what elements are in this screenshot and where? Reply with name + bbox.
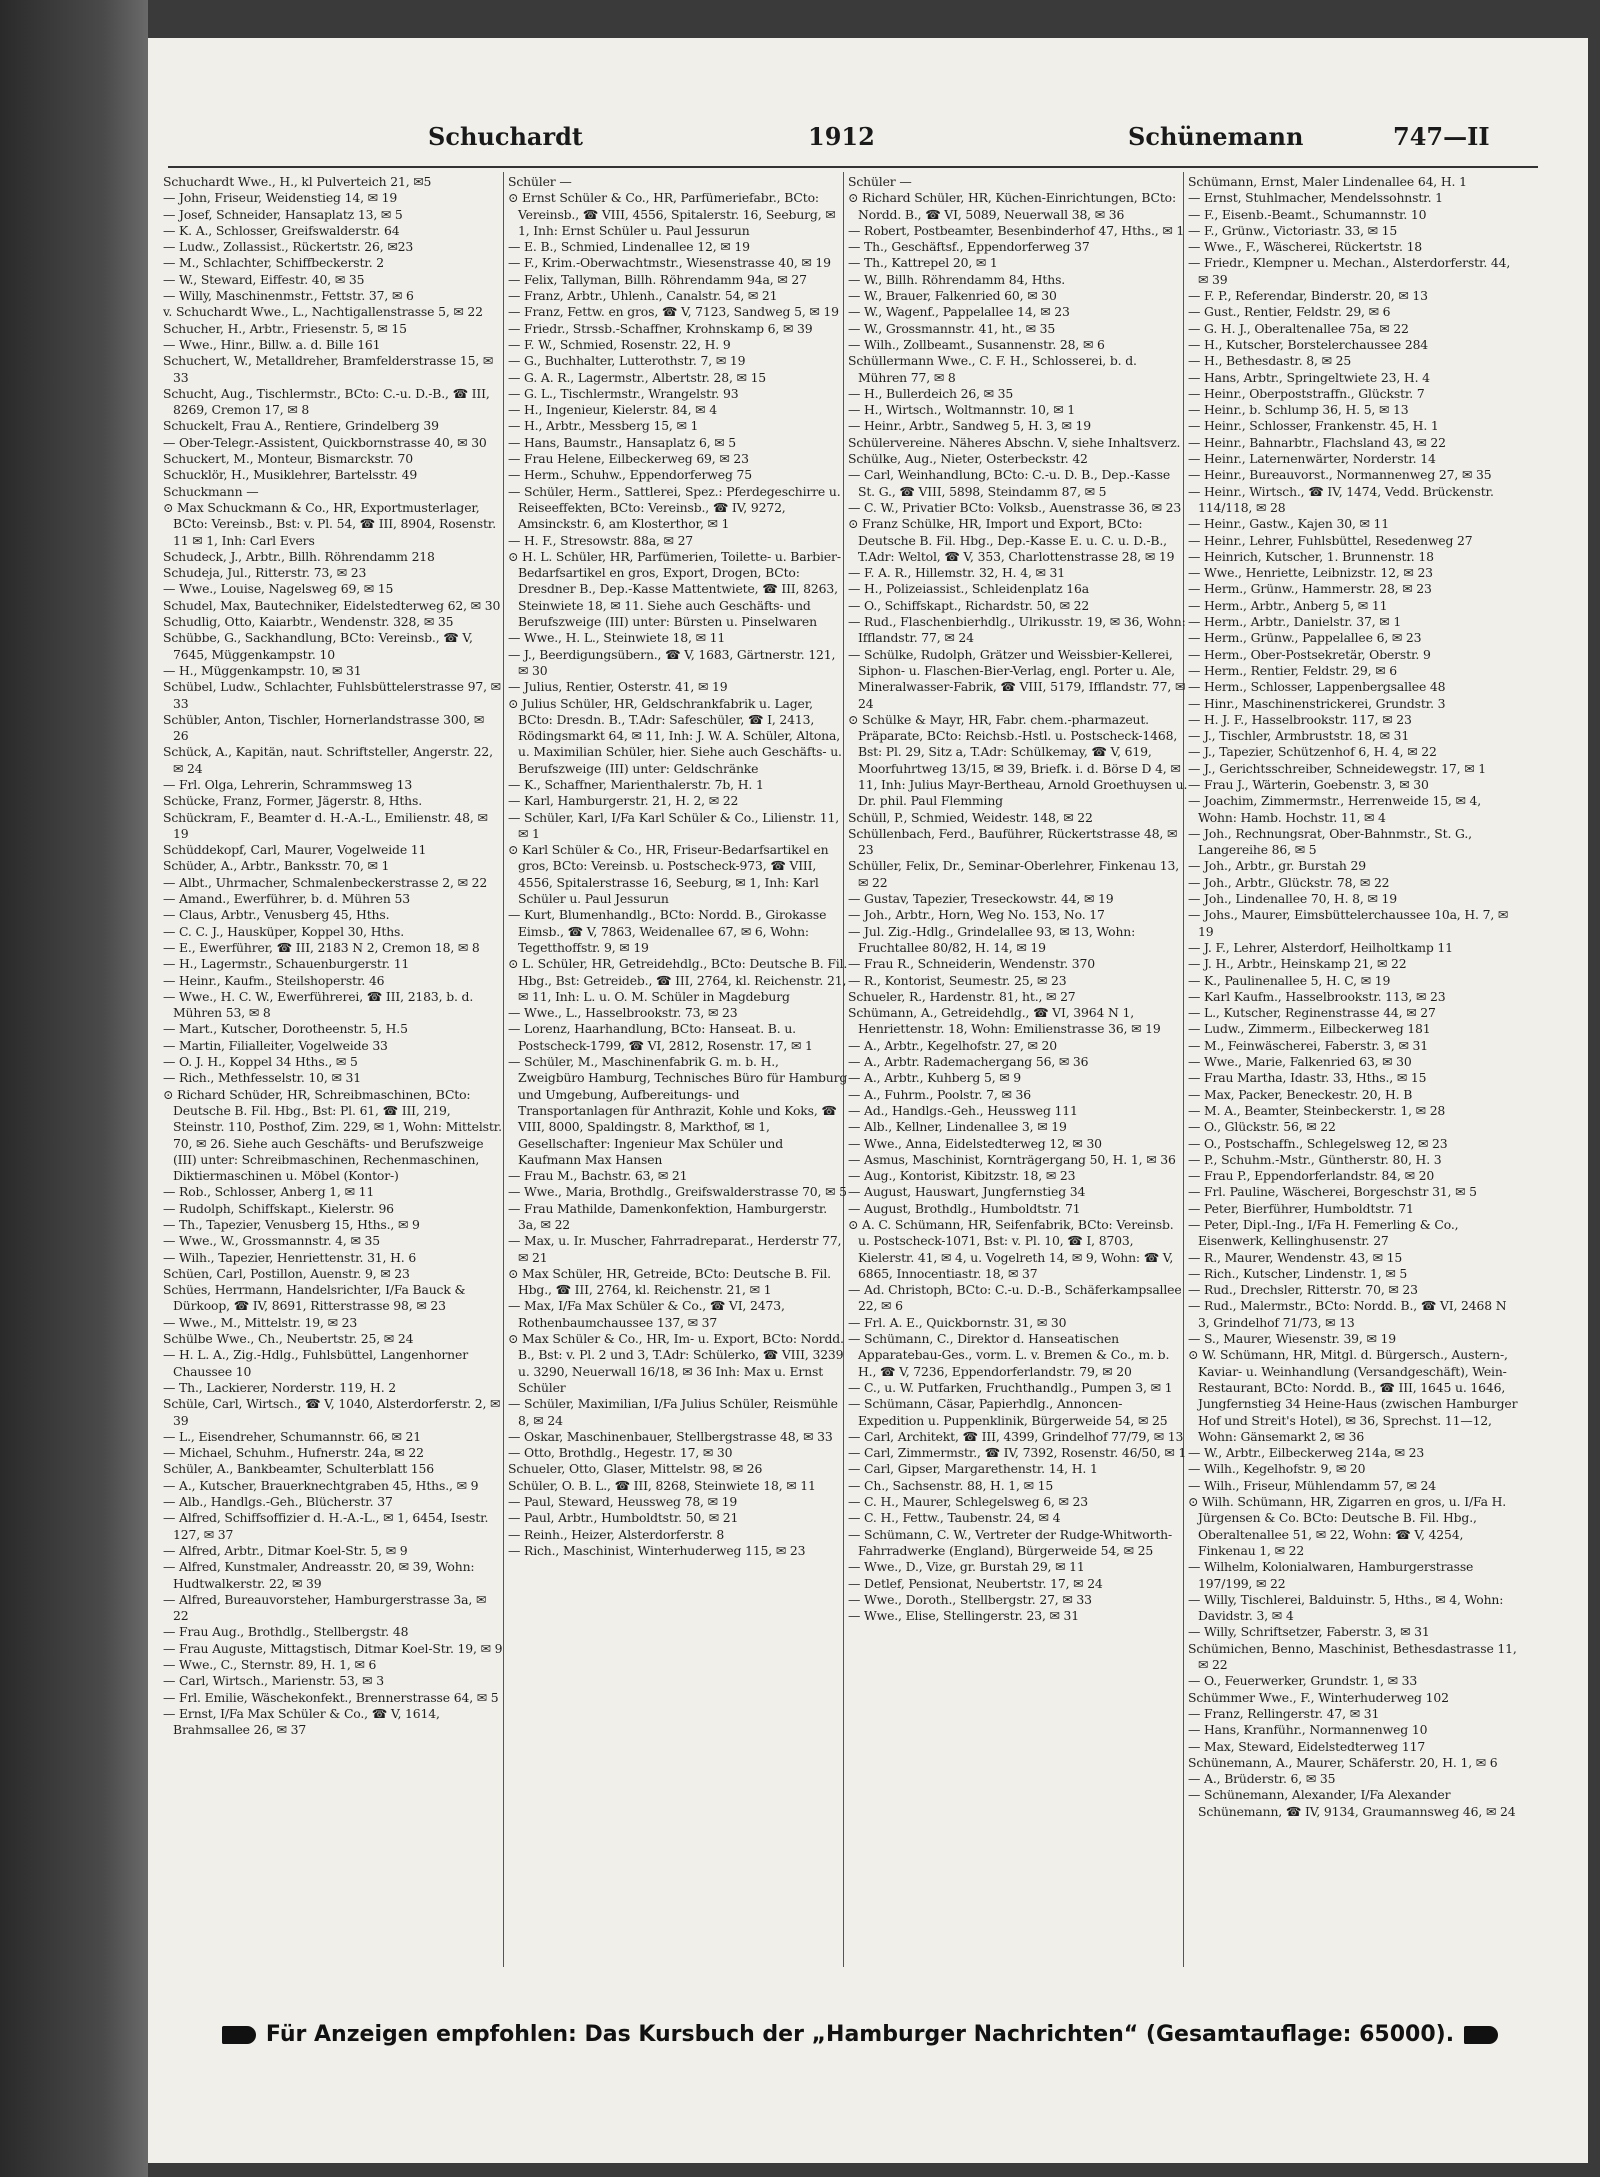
column-2 bbox=[508, 174, 848, 1974]
directory-entry: — A., Arbtr. Rademachergang 56, ✉ 36 bbox=[848, 1054, 1089, 1070]
directory-entry: — Schüler, M., Maschinenfabrik G. m. b. H., Zweigbüro Hamburg, Technisches Büro für Hamburg und Umgebung, Aufbereitungs- und Transportanlagen für Anthrazit, Kohle und Koks, ☎ VIII, 8000, Spaldingstr. 8, Markthof, ✉ 1, Gesellschafter: Ingenieur Max Schüler und Kaufmann Max Hansen bbox=[508, 1054, 848, 1167]
directory-entry: ⊙ H. L. Schüler, HR, Parfümerien, Toilette- u. Barbier-Bedarfsartikel en gros, Export, Drogen, BCto: Dresdner B., Dep.-Kasse Mattentwiete, ☎ III, 8263, Steinwiete 18, ✉ 11. Siehe auch Geschäfts- und Berufszweige (III) unter: Bürsten u. Pinselwaren bbox=[508, 548, 841, 630]
directory-entry: — Franz, Arbtr., Uhlenh., Canalstr. 54, ✉ 21 bbox=[508, 288, 778, 304]
directory-entry: — H., Kutscher, Borstelerchaussee 284 bbox=[1188, 336, 1429, 352]
directory-entry: — Frl. Olga, Lehrerin, Schrammsweg 13 bbox=[163, 776, 413, 792]
directory-entry: — Detlef, Pensionat, Neubertstr. 17, ✉ 24 bbox=[848, 1575, 1103, 1591]
directory-entry: — Kurt, Blumenhandlg., BCto: Nordd. B., Girokasse Eimsb., ☎ V, 7863, Weidenallee 67, ✉ 6, Wohn: Tegetthoffstr. 9, ✉ 19 bbox=[508, 907, 827, 955]
directory-entry: — Joh., Arbtr., Horn, Weg No. 153, No. 17 bbox=[848, 907, 1105, 923]
directory-entry: ⊙ Ernst Schüler & Co., HR, Parfümeriefabr., BCto: Vereinsb., ☎ VIII, 4556, Spitalerstr. 16, Seeburg, ✉ 1, Inh: Ernst Schüler u. Paul Jessurun bbox=[508, 190, 836, 238]
directory-entry: — Heinr., Wirtsch., ☎ IV, 1474, Vedd. Brückenstr. 114/118, ✉ 28 bbox=[1188, 483, 1494, 515]
directory-entry: Schülke, Aug., Nieter, Osterbeckstr. 42 bbox=[848, 451, 1088, 467]
directory-entry: — Wwe., Maria, Brothdlg., Greifswalderstrasse 70, ✉ 5 bbox=[508, 1184, 847, 1200]
directory-entry: — Alfred, Schiffsoffizier d. H.-A.-L., ✉ 1, 6454, Isestr. 127, ✉ 37 bbox=[163, 1510, 489, 1542]
directory-entry: — Max, Packer, Beneckestr. 20, H. B bbox=[1188, 1086, 1413, 1102]
directory-entry: — Ernst, Stuhlmacher, Mendelssohnstr. 1 bbox=[1188, 190, 1443, 206]
directory-entry: — J., Gerichtsschreiber, Schneidewegstr. 17, ✉ 1 bbox=[1188, 760, 1486, 776]
directory-entry: — John, Friseur, Weidenstieg 14, ✉ 19 bbox=[163, 190, 398, 206]
directory-entry: — Wilh., Friseur, Mühlendamm 57, ✉ 24 bbox=[1188, 1477, 1437, 1493]
directory-entry: — Michael, Schuhm., Hufnerstr. 24a, ✉ 22 bbox=[163, 1445, 424, 1461]
directory-entry: — Jul. Zig.-Hdlg., Grindelallee 93, ✉ 13, Wohn: Fruchtallee 80/82, H. 14, ✉ 19 bbox=[848, 923, 1136, 955]
directory-entry: — Robert, Postbeamter, Besenbinderhof 47, Hths., ✉ 1 bbox=[848, 222, 1185, 238]
directory-entry: — Schüler, Maximilian, I/Fa Julius Schüler, Reismühle 8, ✉ 24 bbox=[508, 1396, 838, 1428]
directory-entry: — Herm., Arbtr., Danielstr. 37, ✉ 1 bbox=[1188, 614, 1402, 630]
directory-entry: — Reinh., Heizer, Alsterdorferstr. 8 bbox=[508, 1526, 725, 1542]
directory-entry: Schülervereine. Näheres Abschn. V, siehe Inhaltsverz. bbox=[848, 434, 1181, 450]
directory-entry: — Wwe., Anna, Eidelstedterweg 12, ✉ 30 bbox=[848, 1135, 1102, 1151]
directory-entry: — Th., Tapezier, Venusberg 15, Hths., ✉ 9 bbox=[163, 1217, 420, 1232]
directory-entry: — Carl, Zimmermstr., ☎ IV, 7392, Rosenstr. 46/50, ✉ 1 bbox=[848, 1445, 1187, 1461]
directory-entry: — Paul, Arbtr., Humboldtstr. 50, ✉ 21 bbox=[508, 1510, 739, 1526]
directory-entry: — Carl, Wirtsch., Marienstr. 53, ✉ 3 bbox=[163, 1673, 384, 1689]
directory-entry: — M. A., Beamter, Steinbeckerstr. 1, ✉ 28 bbox=[1188, 1102, 1446, 1118]
directory-entry: — M., Feinwäscherei, Faberstr. 3, ✉ 31 bbox=[1188, 1037, 1428, 1053]
directory-entry: — Willy, Maschinenmstr., Fettstr. 37, ✉ 6 bbox=[163, 288, 414, 304]
directory-entry: v. Schuchardt Wwe., L., Nachtigallenstrasse 5, ✉ 22 bbox=[163, 304, 483, 320]
directory-entry: — Frl. Pauline, Wäscherei, Borgeschstr 31, ✉ 5 bbox=[1188, 1184, 1477, 1200]
directory-entry: — K. A., Schlosser, Greifswalderstr. 64 bbox=[163, 222, 400, 238]
directory-entry: — Schünemann, Alexander, I/Fa Alexander Schünemann, ☎ IV, 9134, Graumannsweg 46, ✉ 24 bbox=[1188, 1787, 1516, 1819]
directory-entry: — Heinr., Lehrer, Fuhlsbüttel, Resedenweg 27 bbox=[1188, 532, 1473, 548]
directory-entry: — Hans, Baumstr., Hansaplatz 6, ✉ 5 bbox=[508, 434, 737, 450]
directory-entry: — O., Schiffskapt., Richardstr. 50, ✉ 22 bbox=[848, 597, 1090, 613]
directory-entry: — Wilh., Zollbeamt., Susannenstr. 28, ✉ 6 bbox=[848, 336, 1105, 352]
directory-entry: — Julius, Rentier, Osterstr. 41, ✉ 19 bbox=[508, 679, 728, 695]
directory-entry: — Wwe., H. L., Steinwiete 18, ✉ 11 bbox=[508, 630, 726, 646]
directory-entry: — Herm., Rentier, Feldstr. 29, ✉ 6 bbox=[1188, 662, 1397, 678]
directory-entry: Schuckmann — bbox=[163, 483, 259, 499]
directory-entry: Schümichen, Benno, Maschinist, Bethesdastrasse 11, ✉ 22 bbox=[1188, 1640, 1517, 1673]
directory-entry: — F., Grünw., Victoriastr. 33, ✉ 15 bbox=[1188, 222, 1398, 238]
directory-entry: — H., Bullerdeich 26, ✉ 35 bbox=[848, 385, 1014, 401]
directory-entry: — Schüler, Herm., Sattlerei, Spez.: Pferdegeschirre u. Reiseeffekten, BCto: Vereinsb., ☎ IV, 9272, Amsinckstr. 6, am Klosterthor, ✉ 1 bbox=[508, 483, 841, 532]
directory-entry: — J. H., Arbtr., Heinskamp 21, ✉ 22 bbox=[1188, 956, 1407, 972]
directory-entry: — Herm., Grünw., Hammerstr. 28, ✉ 23 bbox=[1188, 581, 1432, 597]
binding-shadow bbox=[0, 0, 148, 2177]
directory-entry: Schüller, Felix, Dr., Seminar-Oberlehrer, Finkenau 13, ✉ 22 bbox=[848, 858, 1180, 890]
directory-entry: Schülbe Wwe., Ch., Neubertstr. 25, ✉ 24 bbox=[163, 1331, 414, 1347]
directory-entry: — Frau Mathilde, Damenkonfektion, Hamburgerstr. 3a, ✉ 22 bbox=[508, 1200, 828, 1232]
directory-entry: — Otto, Brothdlg., Hegestr. 17, ✉ 30 bbox=[508, 1445, 733, 1461]
directory-entry: — W., Grossmannstr. 41, ht., ✉ 35 bbox=[848, 320, 1056, 336]
directory-entry: ⊙ Karl Schüler & Co., HR, Friseur-Bedarfsartikel en gros, BCto: Vereinsb. u. Postscheck-973, ☎ VIII, 4556, Spitalerstrasse 16, Seeburg, ✉ 1, Inh: Karl Schüler u. Paul Jessurun bbox=[508, 842, 829, 907]
header-left-keyword: Schuchardt bbox=[428, 122, 583, 151]
directory-entry: — Hans, Kranführ., Normannenweg 10 bbox=[1188, 1722, 1428, 1738]
directory-entry: — Carl, Gipser, Margarethenstr. 14, H. 1 bbox=[848, 1461, 1098, 1477]
directory-entry: — R., Maurer, Wendenstr. 43, ✉ 15 bbox=[1188, 1249, 1403, 1265]
directory-entry: — Frau J., Wärterin, Goebenstr. 3, ✉ 30 bbox=[1188, 776, 1429, 792]
directory-entry: — Gust., Rentier, Feldstr. 29, ✉ 6 bbox=[1188, 304, 1391, 320]
column-divider bbox=[503, 172, 504, 1967]
directory-entry: — H. F., Stresowstr. 88a, ✉ 27 bbox=[508, 532, 694, 548]
directory-entry: — Franz, Fettw. en gros, ☎ V, 7123, Sandweg 5, ✉ 19 bbox=[508, 304, 839, 320]
directory-entry: — J., Beerdigungsübern., ☎ V, 1683, Gärtnerstr. 121, ✉ 30 bbox=[508, 646, 836, 678]
directory-entry: — Heinr., Oberpoststraffn., Glückstr. 7 bbox=[1188, 385, 1425, 401]
column-3 bbox=[848, 174, 1188, 1974]
directory-entry: — Schümann, C. W., Vertreter der Rudge-Whitworth-Fahrradwerke (England), Bürgerweide 54, ✉ 25 bbox=[848, 1526, 1173, 1558]
directory-entry: Schuckert, M., Monteur, Bismarckstr. 70 bbox=[163, 451, 413, 467]
directory-entry: — Schülke, Rudolph, Grätzer und Weissbier-Kellerei, Siphon- u. Flaschen-Bier-Verlag, engl. Porter u. Ale, Mineralwasser-Fabrik, ☎ VIII, 5179, Ifflandstr. 77, ✉ 24 bbox=[848, 646, 1186, 711]
directory-entry: — Heinr., b. Schlump 36, H. 5, ✉ 13 bbox=[1188, 402, 1409, 418]
directory-entry: — E. B., Schmied, Lindenallee 12, ✉ 19 bbox=[508, 239, 750, 255]
directory-entry: — Wwe., Marie, Falkenried 63, ✉ 30 bbox=[1188, 1054, 1412, 1070]
directory-entry: — Franz, Rellingerstr. 47, ✉ 31 bbox=[1188, 1705, 1380, 1721]
directory-entry: — Joh., Arbtr., Glückstr. 78, ✉ 22 bbox=[1188, 874, 1390, 890]
directory-entry: Schübler, Anton, Tischler, Hornerlandstrasse 300, ✉ 26 bbox=[163, 711, 485, 744]
directory-entry: — F., Krim.-Oberwachtmstr., Wiesenstrasse 40, ✉ 19 bbox=[508, 255, 831, 271]
directory-entry: — Rich., Maschinist, Winterhuderweg 115, ✉ 23 bbox=[508, 1542, 806, 1558]
directory-entry: — Frau Aug., Brothdlg., Stellbergstr. 48 bbox=[163, 1624, 409, 1640]
directory-entry: — A., Brüderstr. 6, ✉ 35 bbox=[1188, 1771, 1336, 1787]
directory-entry: — Gustav, Tapezier, Treseckowstr. 44, ✉ 19 bbox=[848, 891, 1114, 907]
directory-entry: — Oskar, Maschinenbauer, Stellbergstrasse 48, ✉ 33 bbox=[508, 1428, 833, 1444]
directory-entry: — Karl, Hamburgerstr. 21, H. 2, ✉ 22 bbox=[508, 793, 739, 809]
directory-entry: Schübel, Ludw., Schlachter, Fuhlsbüttelerstrasse 97, ✉ 33 bbox=[163, 679, 501, 711]
directory-entry: — Frau Helene, Eilbeckerweg 69, ✉ 23 bbox=[508, 451, 749, 467]
directory-entry: — Max, I/Fa Max Schüler & Co., ☎ VI, 2473, Rothenbaumchaussee 137, ✉ 37 bbox=[508, 1298, 785, 1330]
directory-entry: — August, Hauswart, Jungfernstieg 34 bbox=[848, 1184, 1086, 1200]
directory-entry: — C., u. W. Putfarken, Fruchthandlg., Pumpen 3, ✉ 1 bbox=[848, 1379, 1173, 1395]
directory-entry: — Th., Lackierer, Norderstr. 119, H. 2 bbox=[163, 1379, 397, 1395]
directory-entry: — Rud., Malermstr., BCto: Nordd. B., ☎ VI, 2468 N 3, Grindelhof 71/73, ✉ 13 bbox=[1188, 1298, 1507, 1330]
directory-entry: Schüder, A., Arbtr., Banksstr. 70, ✉ 1 bbox=[163, 858, 390, 874]
page-header bbox=[168, 122, 1588, 162]
directory-entry: Schümann, Ernst, Maler Lindenallee 64, H. 1 bbox=[1188, 174, 1467, 189]
directory-entry: — L., Kutscher, Reginenstrasse 44, ✉ 27 bbox=[1188, 1005, 1436, 1021]
directory-entry: — H., Wirtsch., Woltmannstr. 10, ✉ 1 bbox=[848, 402, 1076, 418]
directory-entry: ⊙ Richard Schüder, HR, Schreibmaschinen, BCto: Deutsche B. Fil. Hbg., Bst: Pl. 61, ☎ III, 219, Steinstr. 110, Posthof, Zim. 229, ✉ 1, Wohn: Mittelstr. 70, ✉ 26. Siehe auch Geschäfts- und Berufszweige (III) unter: Schreibmaschinen, Rechenmaschinen, Diktiermaschinen u. Möbel (Kontor-) bbox=[163, 1086, 502, 1184]
directory-entry: — C. H., Fettw., Taubenstr. 24, ✉ 4 bbox=[848, 1510, 1061, 1526]
directory-entry: — K., Paulinenallee 5, H. C, ✉ 19 bbox=[1188, 972, 1391, 988]
directory-entry: — F. P., Referendar, Binderstr. 20, ✉ 13 bbox=[1188, 288, 1428, 304]
directory-entry: — Heinr., Bureauvorst., Normannenweg 27, ✉ 35 bbox=[1188, 467, 1492, 483]
directory-entry: — Wwe., Henriette, Leibnizstr. 12, ✉ 23 bbox=[1188, 565, 1433, 581]
directory-entry: — H., Ingenieur, Kielerstr. 84, ✉ 4 bbox=[508, 402, 717, 418]
directory-entry: Schueler, R., Hardenstr. 81, ht., ✉ 27 bbox=[848, 988, 1076, 1004]
directory-entry: — Joh., Arbtr., gr. Burstah 29 bbox=[1188, 858, 1366, 874]
directory-entry: — Joh., Rechnungsrat, Ober-Bahnmstr., St. G., Langereihe 86, ✉ 5 bbox=[1188, 825, 1472, 858]
directory-entry: — F. W., Schmied, Rosenstr. 22, H. 9 bbox=[508, 336, 731, 352]
directory-entry: — H., Polizeiassist., Schleidenplatz 16a bbox=[848, 581, 1090, 597]
directory-entry: — Ad., Handlgs.-Geh., Heussweg 111 bbox=[848, 1102, 1078, 1118]
directory-entry: Schucht, Aug., Tischlermstr., BCto: C.-u. D.-B., ☎ III, 8269, Cremon 17, ✉ 8 bbox=[163, 385, 490, 418]
directory-entry: — Frl. Emilie, Wäschekonfekt., Brennerstrasse 64, ✉ 5 bbox=[163, 1689, 499, 1705]
directory-entry: — P., Schuhm.-Mstr., Güntherstr. 80, H. 3 bbox=[1188, 1151, 1442, 1167]
directory-entry: — O., Feuerwerker, Grundstr. 1, ✉ 33 bbox=[1188, 1673, 1418, 1689]
directory-entry: — Lorenz, Haarhandlung, BCto: Hanseat. B. u. Postscheck-1799, ☎ VI, 2812, Rosenstr. 17, ✉ 1 bbox=[508, 1021, 813, 1053]
header-rule bbox=[168, 166, 1538, 168]
directory-entry: — O., Postschaffn., Schlegelsweg 12, ✉ 23 bbox=[1188, 1135, 1448, 1151]
directory-entry: — Schümann, C., Direktor d. Hanseatischen Apparatebau-Ges., vorm. L. v. Bremen & Co., m. b. H., ☎ V, 7236, Eppendorferlandstr. 79, ✉ 20 bbox=[848, 1331, 1170, 1379]
directory-entry: Schudeja, Jul., Ritterstr. 73, ✉ 23 bbox=[163, 565, 367, 581]
directory-entry: ⊙ Max Schüler, HR, Getreide, BCto: Deutsche B. Fil. Hbg., ☎ III, 2764, kl. Reichenstr. 21, ✉ 1 bbox=[508, 1265, 831, 1298]
directory-entry: Schudlig, Otto, Kaiarbtr., Wendenstr. 328, ✉ 35 bbox=[163, 614, 454, 630]
directory-entry: — Aug., Kontorist, Kibitzstr. 18, ✉ 23 bbox=[848, 1168, 1076, 1184]
directory-entry: Schucklör, H., Musiklehrer, Bartelsstr. 49 bbox=[163, 467, 418, 483]
directory-entry: ⊙ Julius Schüler, HR, Geldschrankfabrik u. Lager, BCto: Dresdn. B., T.Adr: Safeschüler, ☎ I, 2413, Rödingsmarkt 64, ✉ 11, Inh: J. W. A. Schüler, Altona, u. Maximilian Schüler, hier. Siehe auch Geschäfts- u. Berufszweige (III) unter: Geldschränke bbox=[508, 695, 842, 776]
directory-entry: — Rich., Methfesselstr. 10, ✉ 31 bbox=[163, 1070, 361, 1086]
directory-entry: — G. A. R., Lagermstr., Albertstr. 28, ✉ 15 bbox=[508, 369, 767, 385]
page-number: 747—II bbox=[1393, 122, 1490, 151]
directory-entry: — W., Billh. Röhrendamm 84, Hths. bbox=[848, 271, 1066, 287]
header-right-keyword: Schünemann bbox=[1128, 122, 1304, 151]
directory-entry: — Heinr., Bahnarbtr., Flachsland 43, ✉ 22 bbox=[1188, 434, 1446, 450]
directory-entry: — Heinr., Schlosser, Frankenstr. 45, H. 1 bbox=[1188, 418, 1439, 434]
directory-entry: — G. H. J., Oberaltenallee 75a, ✉ 22 bbox=[1188, 320, 1409, 336]
directory-entry: — Wwe., L., Hasselbrookstr. 73, ✉ 23 bbox=[508, 1005, 738, 1021]
directory-entry: Schüler — bbox=[508, 174, 572, 189]
directory-entry: — Heinrich, Kutscher, 1. Brunnenstr. 18 bbox=[1188, 548, 1434, 564]
directory-entry: — J., Tapezier, Schützenhof 6, H. 4, ✉ 22 bbox=[1188, 744, 1437, 760]
directory-entry: — G., Buchhalter, Lutterothstr. 7, ✉ 19 bbox=[508, 353, 746, 369]
directory-entry: Schübbe, G., Sackhandlung, BCto: Vereinsb., ☎ V, 7645, Müggenkampstr. 10 bbox=[163, 630, 473, 662]
directory-entry: — Wwe., M., Mittelstr. 19, ✉ 23 bbox=[163, 1314, 358, 1330]
directory-entry: — Max, u. Ir. Muscher, Fahrradreparat., Herderstr 77, ✉ 21 bbox=[508, 1233, 842, 1265]
directory-entry: Schüler, O. B. L., ☎ III, 8268, Steinwiete 18, ✉ 11 bbox=[508, 1477, 816, 1493]
directory-entry: — M., Schlachter, Schiffbeckerstr. 2 bbox=[163, 255, 385, 271]
directory-entry: Schües, Herrmann, Handelsrichter, I/Fa Bauck & Dürkoop, ☎ IV, 8691, Ritterstrasse 98, ✉ 23 bbox=[163, 1282, 466, 1314]
directory-entry: — Wwe., Doroth., Stellbergstr. 27, ✉ 33 bbox=[848, 1591, 1092, 1607]
directory-entry: — Alb., Kellner, Lindenallee 3, ✉ 19 bbox=[848, 1119, 1067, 1135]
directory-entry: — R., Kontorist, Seumestr. 25, ✉ 23 bbox=[848, 972, 1067, 988]
directory-entry: — Felix, Tallyman, Billh. Röhrendamm 94a, ✉ 27 bbox=[508, 271, 807, 287]
directory-entry: — Wwe., F., Wäscherei, Rückertstr. 18 bbox=[1188, 239, 1423, 255]
directory-entry: ⊙ W. Schümann, HR, Mitgl. d. Bürgersch., Austern-, Kaviar- u. Weinhandlung (Versandgeschäft), Wein-Restaurant, BCto: Nordd. B., ☎ III, 1645 u. 1646, Jungfernstieg 34 Heine-Haus (zwischen Hamburger Hof und Streit's Hotel), ✉ 36, Sprechst. 11—12, Wohn: Gänsemarkt 2, ✉ 36 bbox=[1188, 1347, 1518, 1444]
directory-entry: Schudel, Max, Bautechniker, Eidelstedterweg 62, ✉ 30 bbox=[163, 597, 501, 613]
directory-entry: Schudeck, J., Arbtr., Billh. Röhrendamm 218 bbox=[163, 548, 435, 564]
directory-entry: — Wilh., Tapezier, Henriettenstr. 31, H. 6 bbox=[163, 1249, 417, 1265]
directory-entry: — W., Steward, Eiffestr. 40, ✉ 35 bbox=[163, 271, 365, 287]
directory-entry: — Martin, Filialleiter, Vogelweide 33 bbox=[163, 1037, 388, 1053]
directory-entry: Schüler, A., Bankbeamter, Schulterblatt 156 bbox=[163, 1461, 434, 1477]
directory-entry: — C. W., Privatier BCto: Volksb., Auenstrasse 36, ✉ 23 bbox=[848, 499, 1182, 515]
directory-entry: — Wwe., Elise, Stellingerstr. 23, ✉ 31 bbox=[848, 1608, 1080, 1624]
advertisement-footer bbox=[170, 2022, 1550, 2058]
directory-entry: Schückram, F., Beamter d. H.-A.-L., Emilienstr. 48, ✉ 19 bbox=[163, 809, 488, 841]
directory-entry: — Friedr., Strssb.-Schaffner, Krohnskamp 6, ✉ 39 bbox=[508, 320, 813, 336]
directory-entry: — Herm., Schlosser, Lappenbergsallee 48 bbox=[1188, 679, 1446, 695]
directory-entry: Schück, A., Kapitän, naut. Schriftsteller, Angerstr. 22, ✉ 24 bbox=[163, 744, 493, 776]
directory-entry: — Ober-Telegr.-Assistent, Quickbornstrasse 40, ✉ 30 bbox=[163, 434, 487, 450]
directory-entry: — Th., Kattrepel 20, ✉ 1 bbox=[848, 255, 998, 271]
directory-entry: — Rud., Drechsler, Ritterstr. 70, ✉ 23 bbox=[1188, 1282, 1418, 1298]
directory-entry: ⊙ Max Schüler & Co., HR, Im- u. Export, BCto: Nordd. B., Bst: v. Pl. 2 und 3, T.Adr: Schülerko, ☎ VIII, 3239 u. 3290, Neuerwall 16/18, ✉ 36 Inh: Max u. Ernst Schüler bbox=[508, 1331, 844, 1395]
directory-entry: — H. L. A., Zig.-Hdlg., Fuhlsbüttel, Langenhorner Chaussee 10 bbox=[163, 1347, 468, 1379]
directory-entry: — J., Tischler, Armbruststr. 18, ✉ 31 bbox=[1188, 728, 1410, 744]
directory-entry: — Frau Martha, Idastr. 33, Hths., ✉ 15 bbox=[1188, 1070, 1427, 1086]
directory-entry: — Rob., Schlosser, Anberg 1, ✉ 11 bbox=[163, 1184, 375, 1200]
directory-entry: — Karl Kaufm., Hasselbrookstr. 113, ✉ 23 bbox=[1188, 988, 1446, 1004]
directory-entry: Schücke, Franz, Former, Jägerstr. 8, Hths. bbox=[163, 793, 423, 809]
directory-entry: — G. L., Tischlermstr., Wrangelstr. 93 bbox=[508, 385, 739, 401]
directory-entry: — A., Kutscher, Brauerknechtgraben 45, Hths., ✉ 9 bbox=[163, 1477, 479, 1493]
directory-entry: — Amand., Ewerführer, b. d. Mühren 53 bbox=[163, 891, 410, 907]
directory-entry: Schüddekopf, Carl, Maurer, Vogelweide 11 bbox=[163, 842, 427, 858]
directory-entry: Schüll, P., Schmied, Weidestr. 148, ✉ 22 bbox=[848, 809, 1093, 825]
directory-entry: — Joachim, Zimmermstr., Herrenweide 15, ✉ 4, Wohn: Hamb. Hochstr. 11, ✉ 4 bbox=[1188, 793, 1482, 825]
directory-entry: — Ch., Sachsenstr. 88, H. 1, ✉ 15 bbox=[848, 1477, 1054, 1493]
directory-entry: — W., Wagenf., Pappelallee 14, ✉ 23 bbox=[848, 304, 1070, 320]
directory-entry: — Herm., Schuhw., Eppendorferweg 75 bbox=[508, 467, 752, 483]
directory-entry: — Max, Steward, Eidelstedterweg 117 bbox=[1188, 1738, 1426, 1754]
directory-entry: — Joh., Lindenallee 70, H. 8, ✉ 19 bbox=[1188, 891, 1397, 907]
directory-entry: Schümmer Wwe., F., Winterhuderweg 102 bbox=[1188, 1689, 1449, 1705]
directory-entry: — Friedr., Klempner u. Mechan., Alsterdorferstr. 44, ✉ 39 bbox=[1188, 255, 1511, 287]
directory-entry: — Alfred, Bureauvorsteher, Hamburgerstrasse 3a, ✉ 22 bbox=[163, 1591, 487, 1624]
directory-entry: — Alb., Handlgs.-Geh., Blücherstr. 37 bbox=[163, 1494, 393, 1510]
directory-entry: — Wwe., Hinr., Billw. a. d. Bille 161 bbox=[163, 336, 381, 352]
directory-entry: — Wwe., D., Vize, gr. Burstah 29, ✉ 11 bbox=[848, 1559, 1085, 1575]
directory-entry: Schüle, Carl, Wirtsch., ☎ V, 1040, Alsterdorferstr. 2, ✉ 39 bbox=[163, 1396, 501, 1428]
directory-entry: — Frau P., Eppendorferlandstr. 84, ✉ 20 bbox=[1188, 1168, 1435, 1184]
directory-entry: — Asmus, Maschinist, Kornträgergang 50, H. 1, ✉ 36 bbox=[848, 1151, 1176, 1167]
directory-entry: — Schümann, Cäsar, Papierhdlg., Annoncen-Expedition u. Puppenklinik, Bürgerweide 54, ✉ 25 bbox=[848, 1396, 1168, 1428]
directory-entry: Schüen, Carl, Postillon, Auenstr. 9, ✉ 23 bbox=[163, 1265, 410, 1281]
directory-entry: — Heinr., Gastw., Kajen 30, ✉ 11 bbox=[1188, 516, 1390, 532]
directory-entry: Schuckelt, Frau A., Rentiere, Grindelberg 39 bbox=[163, 418, 439, 434]
directory-entry: — A., Arbtr., Kegelhofstr. 27, ✉ 20 bbox=[848, 1037, 1058, 1053]
directory-entry: — Wilh., Kegelhofstr. 9, ✉ 20 bbox=[1188, 1461, 1366, 1477]
directory-entry: — Claus, Arbtr., Venusberg 45, Hths. bbox=[163, 907, 390, 923]
directory-entry: Schüllenbach, Ferd., Bauführer, Rückertstrasse 48, ✉ 23 bbox=[848, 825, 1178, 858]
directory-entry: ⊙ L. Schüler, HR, Getreidehdlg., BCto: Deutsche B. Fil. Hbg., Bst: Getreideb., ☎ III, 2764, kl. Reichenstr. 21, ✉ 11, Inh: L. u. O. M. Schüler in Magdeburg bbox=[508, 956, 848, 1004]
directory-entry: Schüler — bbox=[848, 174, 912, 189]
directory-entry: — Heinr., Laternenwärter, Norderstr. 14 bbox=[1188, 451, 1436, 467]
directory-entry: — Herm., Arbtr., Anberg 5, ✉ 11 bbox=[1188, 597, 1388, 613]
directory-entry: — Frau M., Bachstr. 63, ✉ 21 bbox=[508, 1168, 688, 1184]
directory-entry: — Hinr., Maschinenstrickerei, Grundstr. 3 bbox=[1188, 695, 1446, 711]
directory-entry: — Carl, Weinhandlung, BCto: C.-u. D. B., Dep.-Kasse St. G., ☎ VIII, 5898, Steindamm 87, ✉ 5 bbox=[848, 467, 1171, 499]
footer-text: Für Anzeigen empfohlen: Das Kursbuch der „Hamburger Nachrichten“ (Gesamtauflage: 65000). bbox=[265, 2022, 1455, 2047]
directory-entry: — E., Ewerführer, ☎ III, 2183 N 2, Cremon 18, ✉ 8 bbox=[163, 939, 480, 955]
directory-entry: — Johs., Maurer, Eimsbüttelerchaussee 10a, H. 7, ✉ 19 bbox=[1188, 907, 1509, 939]
directory-entry: — Mart., Kutscher, Dorotheenstr. 5, H.5 bbox=[163, 1021, 408, 1037]
directory-entry: Schueler, Otto, Glaser, Mittelstr. 98, ✉ 26 bbox=[508, 1461, 763, 1477]
pointing-hand-icon bbox=[222, 2026, 256, 2044]
directory-entry: — Hans, Arbtr., Springeltwiete 23, H. 4 bbox=[1188, 369, 1430, 385]
directory-entry: — Frl. A. E., Quickbornstr. 31, ✉ 30 bbox=[848, 1314, 1067, 1330]
directory-entry: — H. J. F., Hasselbrookstr. 117, ✉ 23 bbox=[1188, 711, 1412, 727]
directory-entry: ⊙ A. C. Schümann, HR, Seifenfabrik, BCto: Vereinsb. u. Postscheck-1071, Bst: v. Pl. 10, ☎ I, 8703, Kielerstr. 41, ✉ 4, u. Vogelreth 14, ✉ 9, Wohn: ☎ V, 6865, Innocentiastr. 18, ✉ 37 bbox=[848, 1217, 1174, 1281]
directory-entry: — F., Eisenb.-Beamt., Schumannstr. 10 bbox=[1188, 206, 1427, 222]
directory-entry: — Josef, Schneider, Hansaplatz 13, ✉ 5 bbox=[163, 206, 403, 222]
directory-entry: — O. J. H., Koppel 34 Hths., ✉ 5 bbox=[163, 1054, 358, 1070]
directory-entry: — H., Bethesdastr. 8, ✉ 25 bbox=[1188, 353, 1352, 369]
directory-entry: Schünemann, A., Maurer, Schäferstr. 20, H. 1, ✉ 6 bbox=[1188, 1754, 1498, 1770]
directory-entry: — Wwe., Louise, Nagelsweg 69, ✉ 15 bbox=[163, 581, 394, 597]
directory-entry: — Ad. Christoph, BCto: C.-u. D.-B., Schäferkampsallee 22, ✉ 6 bbox=[848, 1282, 1182, 1314]
directory-entry: ⊙ Max Schuckmann & Co., HR, Exportmusterlager, BCto: Vereinsb., Bst: v. Pl. 54, ☎ III, 8904, Rosenstr. 11 ✉ 1, Inh: Carl Evers bbox=[163, 499, 496, 548]
directory-entry: — Willy, Tischlerei, Balduinstr. 5, Hths., ✉ 4, Wohn: Davidstr. 3, ✉ 4 bbox=[1188, 1591, 1504, 1624]
directory-entry: — W., Brauer, Falkenried 60, ✉ 30 bbox=[848, 288, 1057, 304]
directory-entry: — Rich., Kutscher, Lindenstr. 1, ✉ 5 bbox=[1188, 1265, 1408, 1281]
directory-entry: — Frau R., Schneiderin, Wendenstr. 370 bbox=[848, 956, 1095, 972]
directory-entry: — Heinr., Kaufm., Steilshoperstr. 46 bbox=[163, 972, 385, 988]
directory-entry: — Wwe., H. C. W., Ewerführerei, ☎ III, 2183, b. d. Mühren 53, ✉ 8 bbox=[163, 988, 474, 1021]
directory-entry: — Alfred, Arbtr., Ditmar Koel-Str. 5, ✉ 9 bbox=[163, 1542, 408, 1558]
directory-entry: — H., Lagermstr., Schauenburgerstr. 11 bbox=[163, 956, 410, 972]
directory-entry: — Peter, Bierführer, Humboldtstr. 71 bbox=[1188, 1200, 1414, 1216]
directory-entry: — Th., Geschäftsf., Eppendorferweg 37 bbox=[848, 239, 1090, 255]
directory-entry: — Wwe., C., Sternstr. 89, H. 1, ✉ 6 bbox=[163, 1657, 377, 1673]
column-1 bbox=[163, 174, 503, 1974]
directory-entry: — W., Arbtr., Eilbeckerweg 214a, ✉ 23 bbox=[1188, 1445, 1425, 1461]
directory-entry: — Herm., Ober-Postsekretär, Oberstr. 9 bbox=[1188, 646, 1431, 662]
directory-entry: — Ludw., Zollassist., Rückertstr. 26, ✉23 bbox=[163, 239, 414, 255]
column-4 bbox=[1188, 174, 1518, 1974]
directory-entry: — A., Arbtr., Kuhberg 5, ✉ 9 bbox=[848, 1070, 1022, 1086]
directory-entry: — August, Brothdlg., Humboldtstr. 71 bbox=[848, 1200, 1081, 1216]
directory-entry: — Albt., Uhrmacher, Schmalenbeckerstrasse 2, ✉ 22 bbox=[163, 874, 488, 890]
directory-entry: — C. H., Maurer, Schlegelsweg 6, ✉ 23 bbox=[848, 1494, 1089, 1510]
directory-entry: — J. F., Lehrer, Alsterdorf, Heilholtkamp 11 bbox=[1188, 939, 1453, 955]
directory-entry: — H., Müggenkampstr. 10, ✉ 31 bbox=[163, 662, 362, 678]
directory-entry: — Carl, Architekt, ☎ III, 4399, Grindelhof 77/79, ✉ 13 bbox=[848, 1428, 1184, 1444]
directory-entry: — Alfred, Kunstmaler, Andreasstr. 20, ✉ 39, Wohn: Hudtwalkerstr. 22, ✉ 39 bbox=[163, 1559, 475, 1591]
directory-entry: — Rudolph, Schiffskapt., Kielerstr. 96 bbox=[163, 1200, 394, 1216]
directory-entry: — Rud., Flaschenbierhdlg., Ulrikusstr. 19, ✉ 36, Wohn: Ifflandstr. 77, ✉ 24 bbox=[848, 614, 1186, 646]
directory-entry: — F. A. R., Hillemstr. 32, H. 4, ✉ 31 bbox=[848, 565, 1066, 581]
directory-entry: ⊙ Richard Schüler, HR, Küchen-Einrichtungen, BCto: Nordd. B., ☎ VI, 5089, Neuerwall 38, ✉ 36 bbox=[848, 190, 1177, 222]
directory-entry: — Peter, Dipl.-Ing., I/Fa H. Femerling & Co., Eisenwerk, Kellinghusenstr. 27 bbox=[1188, 1217, 1459, 1249]
directory-entry: ⊙ Franz Schülke, HR, Import und Export, BCto: Deutsche B. Fil. Hbg., Dep.-Kasse E. u. C. u. D.-B., T.Adr: Weltol, ☎ V, 353, Charlottenstrasse 28, ✉ 19 bbox=[848, 516, 1175, 564]
directory-entry: ⊙ Schülke & Mayr, HR, Fabr. chem.-pharmazeut. Präparate, BCto: Reichsb.-Hstl. u. Postscheck-1468, Bst: Pl. 29, Sitz a, T.Adr: Schülkemay, ☎ V, 619, Moorfuhrtweg 13/15, ✉ 39, Briefk. i. d. Börse D 4, ✉ 11, Inh: Julius Mayr-Bertheau, Arnold Groethuysen u. Dr. phil. Paul Flemming bbox=[848, 711, 1188, 809]
header-year: 1912 bbox=[808, 122, 875, 151]
directory-entry: — K., Schaffner, Marienthalerstr. 7b, H. 1 bbox=[508, 776, 764, 792]
directory-entry: — Heinr., Arbtr., Sandweg 5, H. 3, ✉ 19 bbox=[848, 418, 1091, 434]
directory-entry: Schümann, A., Getreidehdlg., ☎ VI, 3964 N 1, Henriettenstr. 18, Wohn: Emilienstrasse 36, ✉ 19 bbox=[848, 1005, 1161, 1037]
directory-entry: — Schüler, Karl, I/Fa Karl Schüler & Co., Lilienstr. 11, ✉ 1 bbox=[508, 809, 840, 841]
directory-entry: — L., Eisendreher, Schumannstr. 66, ✉ 21 bbox=[163, 1428, 421, 1444]
directory-entry: Schuchardt Wwe., H., kl Pulverteich 21, ✉5 bbox=[163, 174, 432, 189]
directory-entry: — Frau Auguste, Mittagstisch, Ditmar Koel-Str. 19, ✉ 9 bbox=[163, 1640, 503, 1656]
directory-entry: — Wilhelm, Kolonialwaren, Hamburgerstrasse 197/199, ✉ 22 bbox=[1188, 1559, 1474, 1591]
directory-entry: Schüllermann Wwe., C. F. H., Schlosserei, b. d. Mühren 77, ✉ 8 bbox=[848, 353, 1137, 385]
directory-entry: Schuchert, W., Metalldreher, Bramfelderstrasse 15, ✉ 33 bbox=[163, 353, 494, 385]
directory-entry: — Ernst, I/Fa Max Schüler & Co., ☎ V, 1614, Brahmsallee 26, ✉ 37 bbox=[163, 1705, 440, 1738]
directory-entry: ⊙ Wilh. Schümann, HR, Zigarren en gros, u. I/Fa H. Jürgensen & Co. BCto: Deutsche B. Fil. Hbg., Oberaltenallee 51, ✉ 22, Wohn: ☎ V, 4254, Finkenau 1, ✉ 22 bbox=[1188, 1494, 1507, 1558]
directory-entry: — Willy, Schriftsetzer, Faberstr. 3, ✉ 31 bbox=[1188, 1624, 1430, 1640]
pointing-hand-icon bbox=[1464, 2026, 1498, 2044]
directory-entry: — Paul, Steward, Heussweg 78, ✉ 19 bbox=[508, 1494, 738, 1510]
directory-entry: — Ludw., Zimmerm., Eilbeckerweg 181 bbox=[1188, 1021, 1431, 1037]
directory-entry: — C. C. J., Hausküper, Koppel 30, Hths. bbox=[163, 923, 405, 939]
directory-entry: — O., Glückstr. 56, ✉ 22 bbox=[1188, 1119, 1336, 1135]
directory-entry: — H., Arbtr., Messberg 15, ✉ 1 bbox=[508, 418, 699, 434]
directory-entry: — Herm., Grünw., Pappelallee 6, ✉ 23 bbox=[1188, 630, 1422, 646]
directory-entry: — A., Fuhrm., Poolstr. 7, ✉ 36 bbox=[848, 1086, 1031, 1102]
directory-entry: — Wwe., W., Grossmannstr. 4, ✉ 35 bbox=[163, 1233, 380, 1249]
directory-entry: Schucher, H., Arbtr., Friesenstr. 5, ✉ 15 bbox=[163, 320, 407, 336]
directory-entry: — S., Maurer, Wiesenstr. 39, ✉ 19 bbox=[1188, 1331, 1396, 1347]
